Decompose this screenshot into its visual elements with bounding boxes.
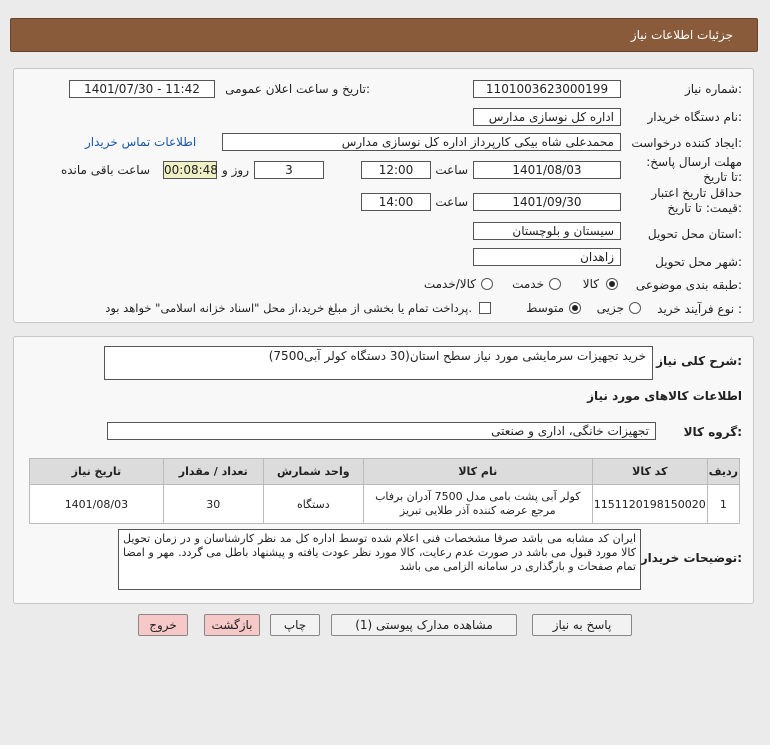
attachments-button[interactable]: مشاهده مدارک پیوستی (1) [331,614,517,636]
page-title: جزئیات اطلاعات نیاز [630,28,733,42]
process-option-medium: متوسط [526,301,564,315]
treasury-payment-note: پرداخت تمام یا بخشی از مبلغ خرید،از محل "اسناد خزانه اسلامی" خواهد بود. [105,301,472,315]
category-label: طبقه بندی موضوعی: [635,278,742,292]
reply-time-label: ساعت [435,163,468,177]
process-label: نوع فرآیند خرید : [657,302,742,316]
province-label: استان محل تحویل: [647,227,742,241]
reply-button[interactable]: پاسخ به نیاز [532,614,632,636]
col-unit: واحد شمارش [263,459,363,485]
days-field: 3 [254,161,324,179]
process-option-minor: جزیی [596,301,624,315]
process-radio-minor[interactable] [629,302,641,314]
col-qty: تعداد / مقدار [163,459,263,485]
buyer-contact-link[interactable]: اطلاعات تماس خریدار [85,135,197,149]
creator-field: محمدعلی شاه بیکی کارپرداز اداره کل نوسازی مدارس [222,133,621,151]
creator-label: ایجاد کننده درخواست: [631,136,742,150]
col-index: ردیف [707,459,739,485]
process-radio-medium[interactable] [569,302,581,314]
province-field: سیستان و بلوچستان [473,222,621,240]
col-name: نام کالا [363,459,592,485]
back-button[interactable]: بازگشت [204,614,260,636]
category-option-service: خدمت [512,277,544,291]
goods-table-header [30,459,740,485]
row-name: کولر آبی پشت بامی مدل 7500 آدران برفاب مرجع عرضه کننده آذر طلایی تبریز [363,485,592,524]
goods-section-title: اطلاعات کالاهای مورد نیاز [587,389,742,403]
category-radio-goods[interactable] [606,278,618,290]
buyer-notes-label: توضیحات خریدار: [640,551,742,565]
reply-deadline-label: مهلت ارسال پاسخ: تا تاریخ: [646,155,742,184]
buyer-field: اداره کل نوسازی مدارس [473,108,621,126]
remaining-label: ساعت باقی مانده [60,163,150,177]
goods-group-label: گروه کالا: [683,425,742,439]
need-number-field: 1101003623000199 [473,80,621,98]
treasury-payment-checkbox[interactable] [479,302,491,314]
validity-date-field: 1401/09/30 [473,193,621,211]
validity-time-field: 14:00 [361,193,431,211]
category-option-goods: کالا [582,277,599,291]
description-field: خرید تجهیزات سرمایشی مورد نیاز سطح استان(30 دستگاه کولر آبی7500) [104,346,653,380]
buyer-label: نام دستگاه خریدار: [647,110,742,124]
col-date: تاریخ نیاز [30,459,164,485]
city-field: زاهدان [473,248,621,266]
table-row [30,485,740,524]
reply-date-field: 1401/08/03 [473,161,621,179]
category-radio-service[interactable] [549,278,561,290]
col-code: کد کالا [592,459,707,485]
announce-label: تاریخ و ساعت اعلان عمومی: [225,82,370,96]
remaining-timer: 00:08:48 [164,163,218,177]
category-option-both: کالا/خدمت [423,277,476,291]
buyer-notes-field: ایران کد مشابه می باشد صرفا مشخصات فنی اعلام شده توسط اداره کل مد نظر کارشناسان و در زمان تحویل کالا مورد قبول می باشد در صورت عدم رعایت، کالا مورد نظر عودت یافته و پیشنهاد باطل می گردد. مهر و امضا تمام صفحات و بارگذاری در سامانه الزامی می باشد [118,529,641,590]
goods-group-field: تجهیزات خانگی، اداری و صنعتی [107,422,656,440]
row-unit: دستگاه [263,485,363,524]
print-button[interactable]: چاپ [270,614,320,636]
goods-table [29,458,740,524]
page-header [10,18,758,52]
row-index: 1 [707,485,739,524]
validity-time-label: ساعت [435,195,468,209]
row-qty: 30 [163,485,263,524]
row-code: 1151120198150020 [592,485,707,524]
reply-time-field: 12:00 [361,161,431,179]
need-number-label: شماره نیاز: [684,82,742,96]
category-radio-both[interactable] [481,278,493,290]
city-label: شهر محل تحویل: [655,255,742,269]
description-label: شرح کلی نیاز: [656,354,742,368]
row-date: 1401/08/03 [30,485,164,524]
validity-label: حداقل تاریخ اعتبار قیمت: تا تاریخ: [651,186,742,215]
exit-button[interactable]: خروج [138,614,188,636]
days-label: روز و [222,163,249,177]
announce-field: 1401/07/30 - 11:42 [69,80,215,98]
